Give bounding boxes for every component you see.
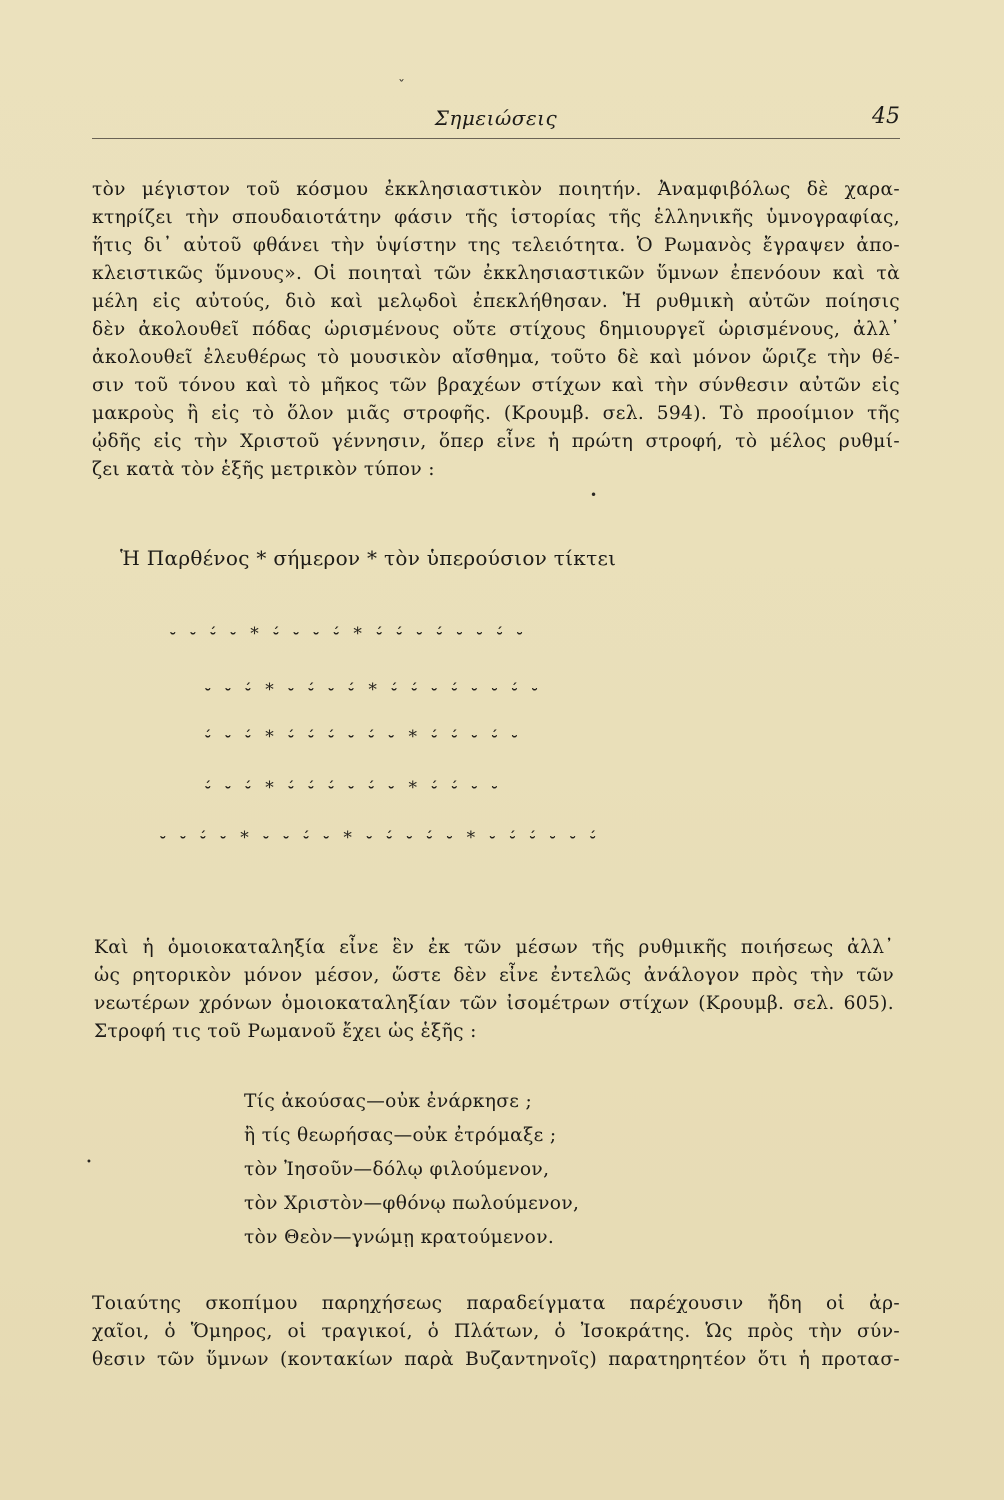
text-line: Στροφή τις τοῦ Ρωμανοῦ ἔχει ὡς ἑξῆς : xyxy=(94,1021,477,1042)
meter-scheme-line: ⏑ ⏑ ⏑́ * ⏑ ⏑́ ⏑ ⏑́ * ⏑́ ⏑́ ⏑ ⏑́ ⏑ ⏑ ⏑́ ⏑ xyxy=(205,680,542,700)
text-line: θεσιν τῶν ὕμνων (κοντακίων παρὰ Βυζαντηνοῖς) παρατηρητέον ὅτι ἡ προτασ- xyxy=(92,1349,900,1370)
meter-scheme-line: ⏑́ ⏑ ⏑́ * ⏑́ ⏑́ ⏑́ ⏑ ⏑́ ⏑ * ⏑́ ⏑́ ⏑ ⏑́ ⏑ xyxy=(205,727,522,747)
text-line: Καὶ ἡ ὁμοιοκαταληξία εἶνε ἓν ἐκ τῶν μέσων τῆς ρυθμικῆς ποιήσεως ἀλλ᾿ xyxy=(94,937,894,958)
poem-strophe xyxy=(244,1085,579,1255)
text-line: ἀκολουθεῖ ἐλευθέρως τὸ μουσικὸν αἴσθημα, τοῦτο δὲ καὶ μόνον ὥριζε τὴν θέ- xyxy=(92,347,900,368)
text-line: ᾠδῆς εἰς τὴν Χριστοῦ γέννησιν, ὅπερ εἶνε ἡ πρώτη στροφή, τὸ μέλος ρυθμί- xyxy=(92,431,900,452)
text-line: δὲν ἀκολουθεῖ πόδας ὡρισμένους οὔτε στίχους δημιουργεῖ ὡρισμένους, ἀλλ᾿ xyxy=(92,319,900,340)
text-line: μακροὺς ἢ εἰς τὸ ὅλον μιᾶς στροφῆς. (Κρουμβ. σελ. 594). Τὸ προοίμιον τῆς xyxy=(92,403,900,424)
text-line: νεωτέρων χρόνων ὁμοιοκαταληξίαν τῶν ἰσομέτρων στίχων (Κρουμβ. σελ. 605). xyxy=(94,993,894,1014)
meter-scheme-line: ⏑́ ⏑ ⏑́ * ⏑́ ⏑́ ⏑́ ⏑ ⏑́ ⏑ * ⏑́ ⏑́ ⏑ ⏑ xyxy=(205,778,502,798)
paragraph-3 xyxy=(92,1290,900,1374)
text-line: κλειστικῶς ὕμνους». Οἱ ποιηταὶ τῶν ἐκκλησιαστικῶν ὕμνων ἐπενόουν καὶ τὰ xyxy=(92,263,900,284)
paragraph-1 xyxy=(92,176,900,484)
poem-line: ἢ τίς θεωρήσας—οὐκ ἐτρόμαξε ; xyxy=(244,1125,557,1146)
poem-line: τὸν Ἰησοῦν—δόλῳ φιλούμενον, xyxy=(244,1159,550,1180)
text-line: μέλη εἰς αὐτούς, διὸ καὶ μελῳδοὶ ἐπεκλήθησαν. Ἡ ρυθμικὴ αὐτῶν ποίησις xyxy=(92,291,900,312)
ink-dot: • xyxy=(86,1157,92,1168)
text-line: χαῖοι, ὁ Ὅμηρος, οἱ τραγικοί, ὁ Πλάτων, ὁ Ἰσοκράτης. Ὡς πρὸς τὴν σύν- xyxy=(92,1321,900,1342)
poem-line: τὸν Θεὸν—γνώμῃ κρατούμενον. xyxy=(244,1227,555,1248)
verse-title: Ἡ Παρθένος * σήμερον * τὸν ὑπερούσιον τίκτει xyxy=(120,546,617,570)
text-line: κτηρίζει τὴν σπουδαιοτάτην φάσιν τῆς ἱστορίας τῆς ἑλληνικῆς ὑμνογραφίας, xyxy=(92,207,900,228)
poem-line: τὸν Χριστὸν—φθόνῳ πωλούμενον, xyxy=(244,1193,580,1214)
text-line: τὸν μέγιστον τοῦ κόσμου ἐκκλησιαστικὸν ποιητήν. Ἀναμφιβόλως δὲ χαρα- xyxy=(92,179,900,200)
paragraph-2 xyxy=(94,934,894,1046)
page-number: 45 xyxy=(872,104,900,129)
text-line: ζει κατὰ τὸν ἑξῆς μετρικὸν τύπον : xyxy=(92,459,435,480)
text-line: σιν τοῦ τόνου καὶ τὸ μῆκος τῶν βραχέων στίχων καὶ τὴν σύνθεσιν αὐτῶν εἰς xyxy=(92,375,900,396)
meter-scheme-line: ⏑ ⏑ ⏑́ ⏑ * ⏑́ ⏑ ⏑ ⏑́ * ⏑́ ⏑́ ⏑ ⏑́ ⏑ ⏑ ⏑́ ⏑ xyxy=(170,624,527,644)
running-head xyxy=(92,104,900,139)
ink-mark: ˇ xyxy=(398,78,405,94)
text-line: ὡς ρητορικὸν μόνον μέσον, ὥστε δὲν εἶνε ἐντελῶς ἀνάλογον πρὸς τὴν τῶν xyxy=(94,965,894,986)
running-title: Σημειώσεις xyxy=(434,106,558,130)
text-line: ἥτις δι᾿ αὐτοῦ φθάνει τὴν ὑψίστην της τελειότητα. Ὁ Ρωμανὸς ἔγραψεν ἀπο- xyxy=(92,235,900,256)
poem-line: Τίς ἀκούσας—οὐκ ἐνάρκησε ; xyxy=(244,1091,533,1112)
ink-dot: • xyxy=(590,488,598,502)
meter-scheme-line: ⏑ ⏑ ⏑́ ⏑ * ⏑ ⏑ ⏑́ ⏑ * ⏑ ⏑́ ⏑ ⏑́ ⏑ * ⏑ ⏑́ ⏑́ ⏑ ⏑ ⏑́ xyxy=(160,828,601,848)
text-line: Τοιαύτης σκοπίμου παρηχήσεως παραδείγματα παρέχουσιν ἤδη οἱ ἀρ- xyxy=(92,1293,900,1314)
